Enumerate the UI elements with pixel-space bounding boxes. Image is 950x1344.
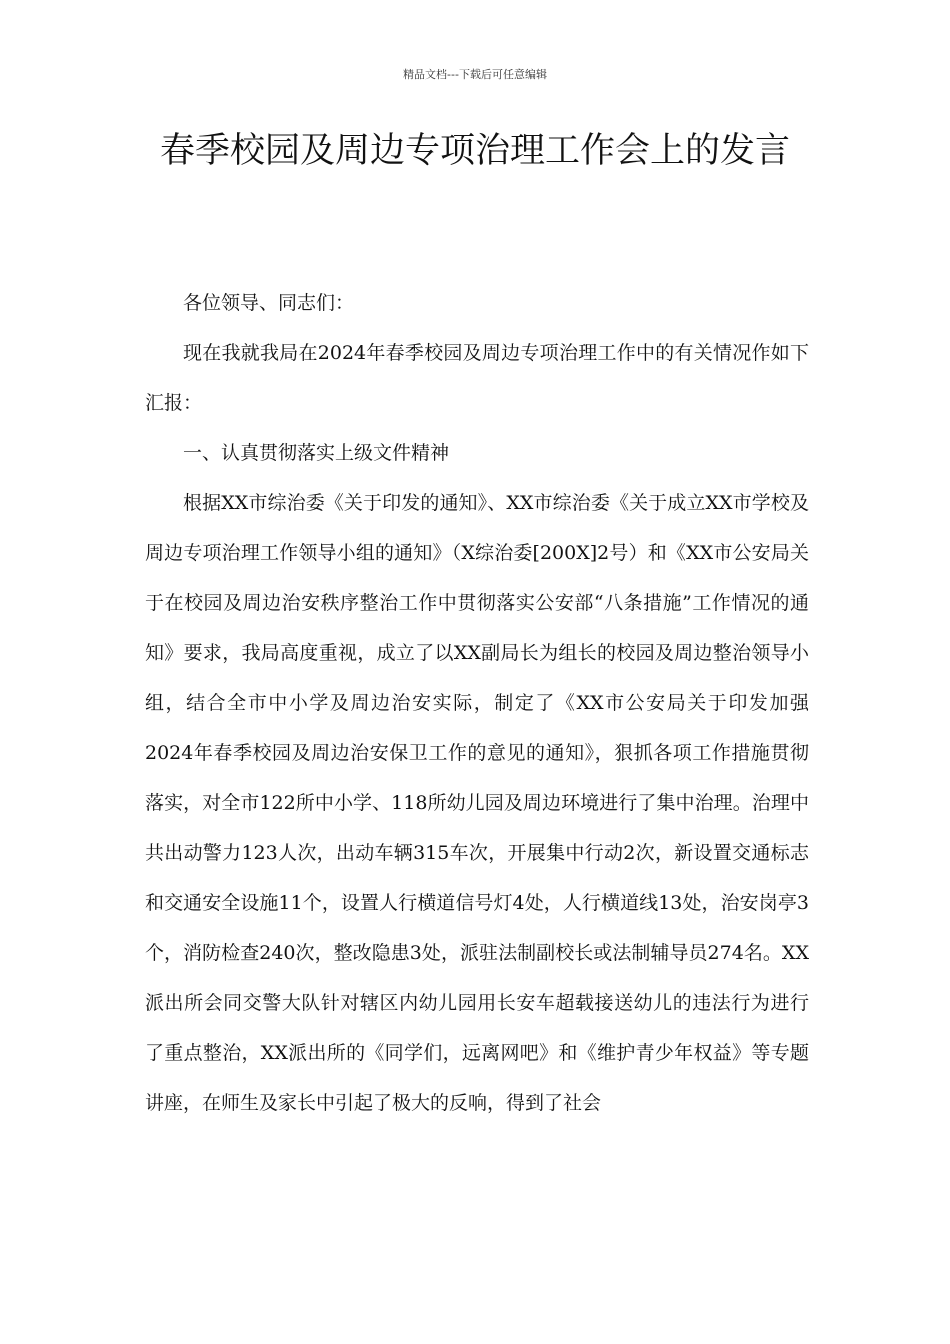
page-header-note: 精品文档---下载后可任意编辑 <box>403 68 547 81</box>
salutation-paragraph: 各位领导、同志们： <box>183 292 355 314</box>
document-title: 春季校园及周边专项治理工作会上的发言 <box>159 131 790 171</box>
body-paragraph: 根据XX市综治委《关于印发的通知》、XX市综治委《关于成立XX市学校及周边专项治理工作领导小组的通知》（X综治委[200X]2号）和《XX市公安局关于在校园及周边治安秩序整治工作中贯彻落实公安部“八条措施”工作情况的通知》要求，我局高度重视，成立了以XX副局长为组长的校园及周边整治领导小组，结合全市中小学及周边治安实际，制定了《XX市公安局关于印发加强2024年春季校园及周边治安保卫工作的意见的通知》，狠抓各项工作措施贯彻落实，对全市122所中小学、118所幼儿园及周边环境进行了集中治理。治理中共出动警力123人次，出动车辆315车次，开展集中行动2次，新设置交通标志和交通安全设施11个，设置人行横道信号灯4处，人行横道线13处，治安岗亭3个，消防检查240次，整改隐患3处，派驻法制副校长或法制辅导员274名。XX派出所会同交警大队针对辖区内幼儿园用长安车超载接送幼儿的违法行为进行了重点整治，XX派出所的《同学们，远离网吧》和《维护青少年权益》等专题讲座，在师生及家长中引起了极大的反响，得到了社会 <box>145 492 809 1114</box>
section-heading: 一、认真贯彻落实上级文件精神 <box>183 442 450 464</box>
document-body <box>145 278 809 1128</box>
intro-paragraph: 现在我就我局在2024年春季校园及周边专项治理工作中的有关情况作如下汇报： <box>145 342 809 414</box>
